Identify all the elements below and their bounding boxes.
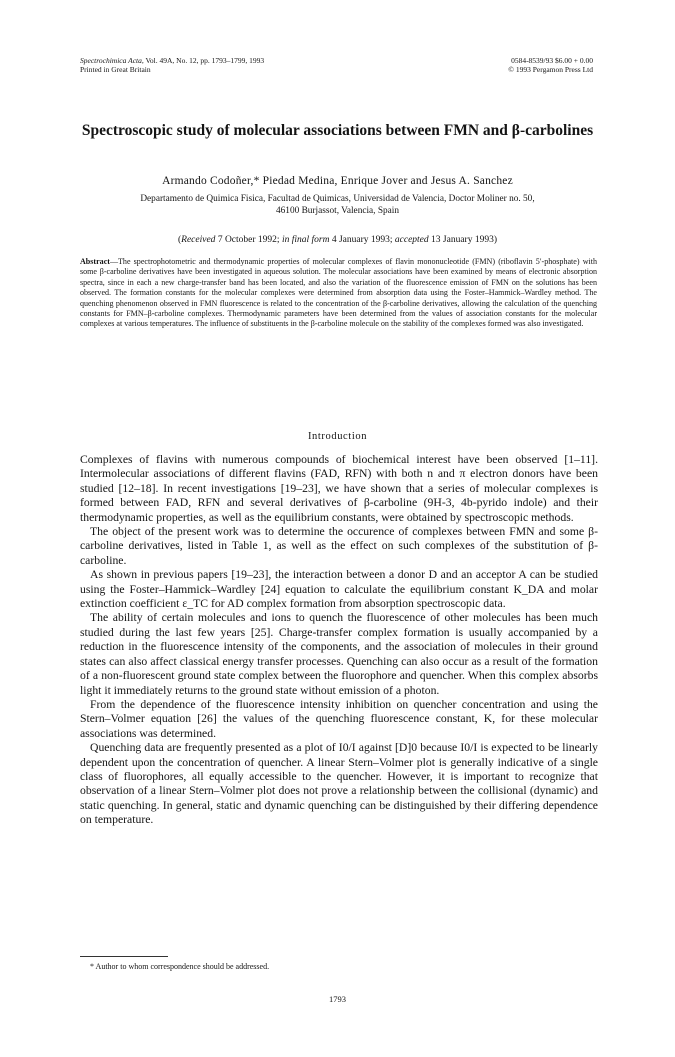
printed-in: Printed in Great Britain [80, 65, 151, 74]
abstract-text: —The spectrophotometric and thermodynamic properties of molecular complexes of flavin mononucleotide (FMN) (riboflavin 5′-phosphate) with some β-carboline derivatives have been investigated in aqueous solution. The molecular associations have been examined by means of electronic absorption spectra, since in each a new charge-transfer band has been located, and also the variation of the fluorescence emission of FMN on the solutions has been observed. The formation constants for the molecular complexes were determined from absorption data using the Foster–Hammick–Wardley method. The quenching phenomenon observed in FMN fluorescence is related to the concentration of the β-carboline derivatives, allowing the calculation of the quenching constants for FMN–β-carboline complexes. Thermodynamic parameters have been determined from the values of association constants for the molecular complexes at various temperatures. The influence of substituents in the β-carboline molecule on the stability of the complexes formed was also investigated. [80, 257, 597, 329]
author-list: Armando Codoñer,* Piedad Medina, Enrique Jover and Jesus A. Sanchez [162, 175, 513, 187]
received-label: Received [181, 235, 216, 245]
footnote: * Author to whom correspondence should be addressed. [90, 962, 270, 971]
accepted-label: accepted [394, 235, 429, 245]
paragraph-4: The ability of certain molecules and ions to quench the fluorescence of other molecules has been much studied during the last few years [25]. Charge-transfer complex formation is usually accompanied by a reduction in the fluorescence intensity of the components, and the association of molecules in their ground states can also affect classical energy transfer processes. Quenching can also occur as a result of the formation of a non-fluorescent ground state complex between the fluorophore and quencher. When this complex absorbs light it immediately returns to the ground state without emission of a photon. [80, 611, 598, 697]
final-form-date: 4 January 1993; [329, 235, 395, 245]
header-right [508, 56, 593, 74]
copyright: © 1993 Pergamon Press Ltd [508, 65, 593, 74]
journal-name: Spectrochimica Acta, [80, 56, 144, 65]
issn-price: 0584-8539/93 $6.00 + 0.00 [511, 56, 593, 65]
journal-citation [80, 56, 264, 65]
article-title: Spectroscopic study of molecular associations between FMN and β-carbolines [81, 122, 594, 139]
paragraph-6: Quenching data are frequently presented as a plot of I0/I against [D]0 because I0/I is expected to be linearly dependent upon the concentration of quencher. A linear Stern–Volmer plot is generally indicative of a single class of fluorophores, all equally accessible to the quencher. However, it is important to recognize that observation of a linear Stern–Volmer plot does not prove a relationship between the collisional (dynamic) and static quenching. In general, static and dynamic quenching can be distinguished by their differing dependence on temperature. [80, 741, 598, 827]
body-text [80, 453, 598, 828]
paragraph-3: As shown in previous papers [19–23], the interaction between a donor D and an acceptor A can be studied using the Foster–Hammick–Wardley [24] equation to calculate the equilibrium constant K_DA and molar extinction coefficient ε_TC for AD complex formation from absorption spectroscopic data. [80, 568, 598, 611]
abstract [80, 257, 597, 330]
received-date: 7 October 1992; [215, 235, 282, 245]
affiliation [70, 193, 605, 217]
header-left [80, 56, 264, 74]
footnote-rule [80, 956, 168, 957]
affiliation-line-1: Departamento de Quimica Fisica, Facultad de Quimicas, Universidad de Valencia, Doctor Moliner no. 50, [140, 194, 535, 204]
final-form-label: in final form [281, 235, 330, 245]
accepted-date: 13 January 1993 [428, 235, 494, 245]
affiliation-line-2: 46100 Burjassot, Valencia, Spain [276, 206, 399, 216]
publication-dates: (Received 7 October 1992; in final form 4 January 1993; accepted 13 January 1993) [177, 235, 497, 245]
paragraph-2: The object of the present work was to determine the occurence of complexes between FMN and some β-carboline derivatives, listed in Table 1, as well as the effect on such complexes of the substitution of β-carboline. [80, 525, 598, 567]
volume-info: Vol. 49A, No. 12, pp. 1793–1799, 1993 [143, 56, 265, 65]
page-number: 1793 [329, 994, 346, 1004]
paragraph-1: Complexes of flavins with numerous compounds of biochemical interest have been observed [1–11]. Intermolecular associations of different flavins (FAD, RFN) with both n and π electron donors have been studied [12–18]. In recent investigations [19–23], we have shown that a series of molecular complexes is formed between FAD, RFN and several derivatives of β-carboline (9H-3, 4b-pyrido indole) and their thermodynamic properties, as well as the equilibrium constants, were obtained by spectroscopic methods. [80, 453, 598, 524]
paragraph-5: From the dependence of the fluorescence intensity inhibition on quencher concentration and using the Stern–Volmer equation [26] the values of the quenching fluorescence constant, K, for these molecular associations was determined. [80, 697, 598, 740]
section-heading-introduction: Introduction [307, 431, 368, 442]
abstract-label: Abstract [80, 257, 110, 266]
